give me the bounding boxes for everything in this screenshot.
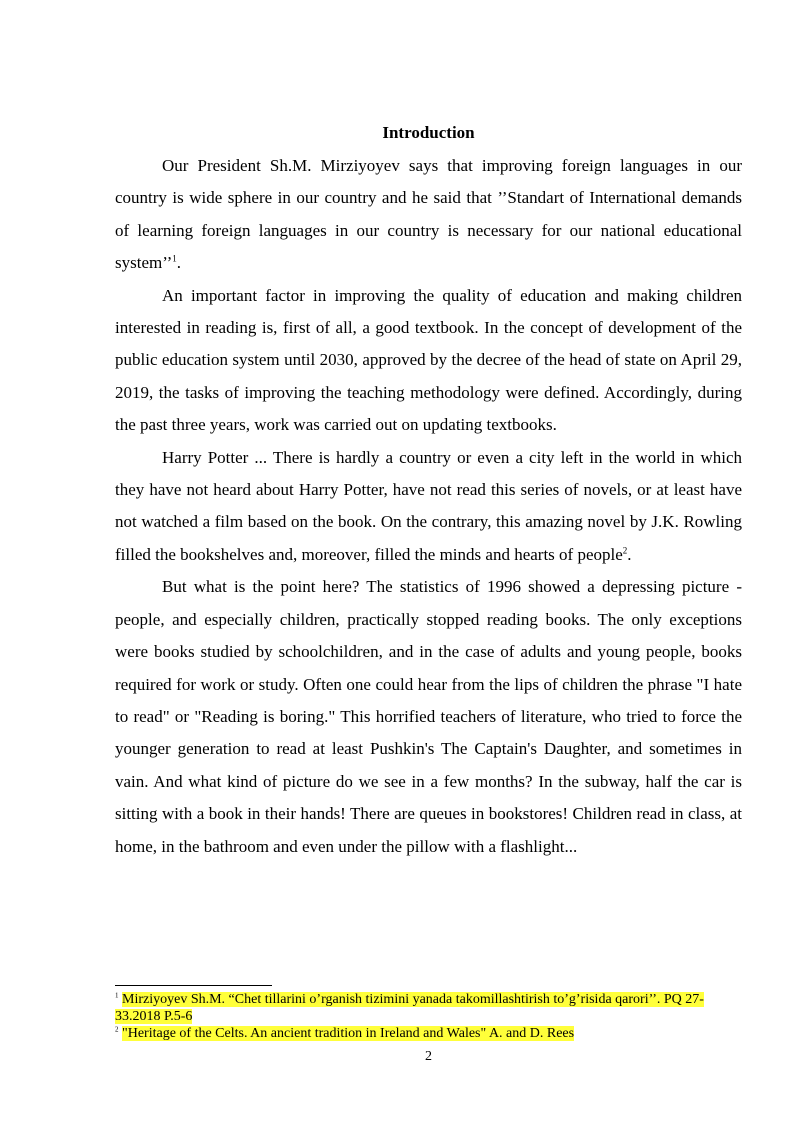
paragraph-3: [115, 442, 742, 572]
footnotes: [115, 991, 742, 1042]
footnote-1-mark: 1: [115, 991, 119, 1000]
paragraph-1-text: Our President Sh.M. Mirziyoyev says that improving foreign languages in our country is wide sphere in our country and he said that ’’Standart of International demands of learning foreign languages in our country is necessary for our national educational system’’: [115, 156, 742, 273]
footnote-1: [115, 991, 742, 1025]
footnote-ref-1[interactable]: 1: [172, 253, 177, 264]
paragraph-1-tail: .: [176, 253, 182, 273]
section-title: Introduction: [382, 123, 475, 142]
footnote-ref-2[interactable]: 2: [622, 545, 628, 556]
footnote-2-text: "Heritage of the Celts. An ancient tradition in Ireland and Wales" A. and D. Rees: [122, 1026, 575, 1041]
paragraph-4: But what is the point here? The statistics of 1996 showed a depressing picture - people, and especially children, practically stopped reading books. The only exceptions were books studied by schoolchildren, and in the case of adults and young people, books required for work or study. Often one could hear from the lips of children the phrase "I hate to read" or "Reading is boring." This horrified teachers of literature, who tried to force the younger generation to read at least Pushkin's The Captain's Daughter, and sometimes in vain. And what kind of picture do we see in a few months? In the subway, half the car is sitting with a book in their hands! There are queues in bookstores! Children read in class, at home, in the bathroom and even under the pillow with a flashlight...: [115, 577, 742, 856]
page-number: 2: [425, 1049, 432, 1064]
footnote-2: [115, 1025, 742, 1042]
paragraph-3-tail: .: [627, 544, 632, 564]
body-text: [115, 150, 742, 863]
paragraph-1: [115, 150, 742, 280]
paragraph-3-text: Harry Potter ... There is hardly a country or even a city left in the world in which they have not heard about Harry Potter, have not read this series of novels, or at least have not watched a film based on the book. On the contrary, this amazing novel by J.K. Rowling filled the bookshelves and, moreover, filled the minds and hearts of people: [115, 447, 742, 564]
footnote-1-text: Mirziyoyev Sh.M. “Chet tillarini o’rganish tizimini yanada takomillashtirish to’g’risida qarori’’. PQ 27-33.2018 P.5-6: [115, 992, 704, 1024]
footnote-2-mark: 2: [115, 1025, 119, 1034]
footnote-separator: [115, 985, 272, 986]
paragraph-2: An important factor in improving the quality of education and making children interested in reading is, first of all, a good textbook. In the concept of development of the public education system until 2030, approved by the decree of the head of state on April 29, 2019, the tasks of improving the teaching methodology were defined. Accordingly, during the past three years, work was carried out on updating textbooks.: [115, 285, 742, 435]
